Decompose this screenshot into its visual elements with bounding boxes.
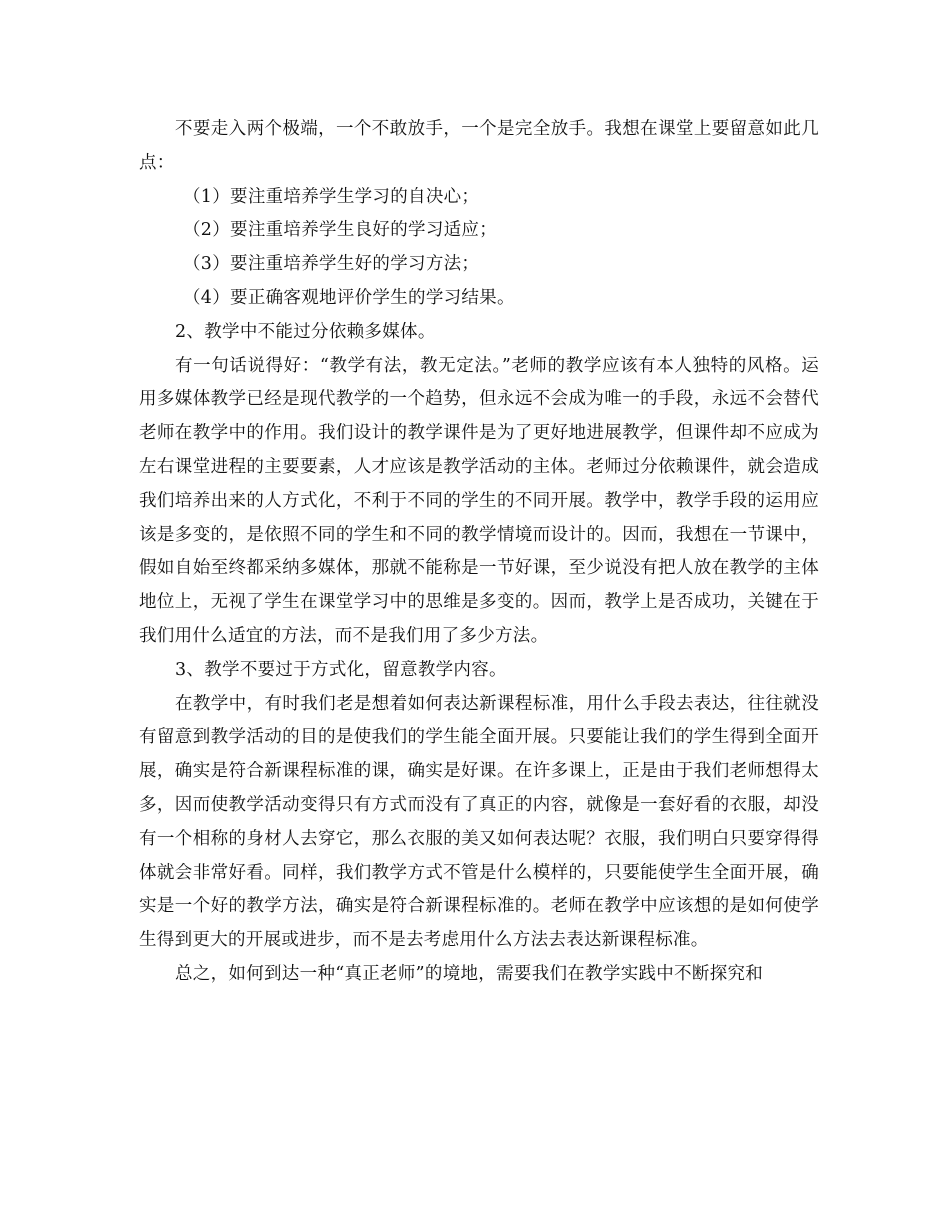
- list-item-2: （2）要注重培养学生良好的学习适应；: [183, 220, 498, 241]
- list-item-4: （4）要正确客观地评价学生的学习结果。: [183, 287, 515, 308]
- paragraph-multimedia: 有一句话说得好：“教学有法，教无定法。”老师的教学应该有本人独特的风格。运用多媒体教学已经是现代教学的一个趋势，但永远不会成为唯一的手段，永远不会替代老师在教学中的作用。我们设计的教学课件是为了更好地进展教学，但课件却不应成为左右课堂进程的主要要素，人才应该是教学活动的主体。老师过分依赖课件，就会造成我们培养出来的人方式化，不利于不同的学生的不同开展。教学中，教学手段的运用应该是多变的，是依照不同的学生和不同的教学情境而设计的。因而，我想在一节课中，假如自始至终都采纳多媒体，那就不能称是一节好课，至少说没有把人放在教学的主体地位上，无视了学生在课堂学习中的思维是多变的。因而，教学上是否成功，关键在于我们用什么适宜的方法，而不是我们用了多少方法。: [139, 355, 819, 646]
- list-item-1: （1）要注重培养学生学习的自决心；: [183, 186, 480, 207]
- paragraph-formalism: 在教学中，有时我们老是想着如何表达新课程标准，用什么手段去表达，往往就没有留意到教学活动的目的是使我们的学生能全面开展。只要能让我们的学生得到全面开展，确实是符合新课程标准的课，确实是好课。在许多课上，正是由于我们老师想得太多，因而使教学活动变得只有方式而没有了真正的内容，就像是一套好看的衣服，却没有一个相称的身材人去穿它，那么衣服的美又如何表达呢？衣服，我们明白只要穿得得体就会非常好看。同样，我们教学方式不管是什么模样的，只要能使学生全面开展，确实是一个好的教学方法，确实是符合新课程标准的。老师在教学中应该想的是如何使学生得到更大的开展或进步，而不是去考虑用什么方法去表达新课程标准。: [139, 693, 819, 951]
- paragraph-intro: 不要走入两个极端，一个不敢放手，一个是完全放手。我想在课堂上要留意如此几点：: [139, 119, 819, 173]
- section-heading-2: 2、教学中不能过分依赖多媒体。: [175, 321, 436, 342]
- section-heading-3: 3、教学不要过于方式化，留意教学内容。: [175, 659, 507, 680]
- paragraph-conclusion: 总之，如何到达一种“真正老师”的境地，需要我们在教学实践中不断探究和: [175, 963, 764, 984]
- document-body: [139, 113, 819, 992]
- list-item-3: （3）要注重培养学生好的学习方法；: [183, 254, 480, 275]
